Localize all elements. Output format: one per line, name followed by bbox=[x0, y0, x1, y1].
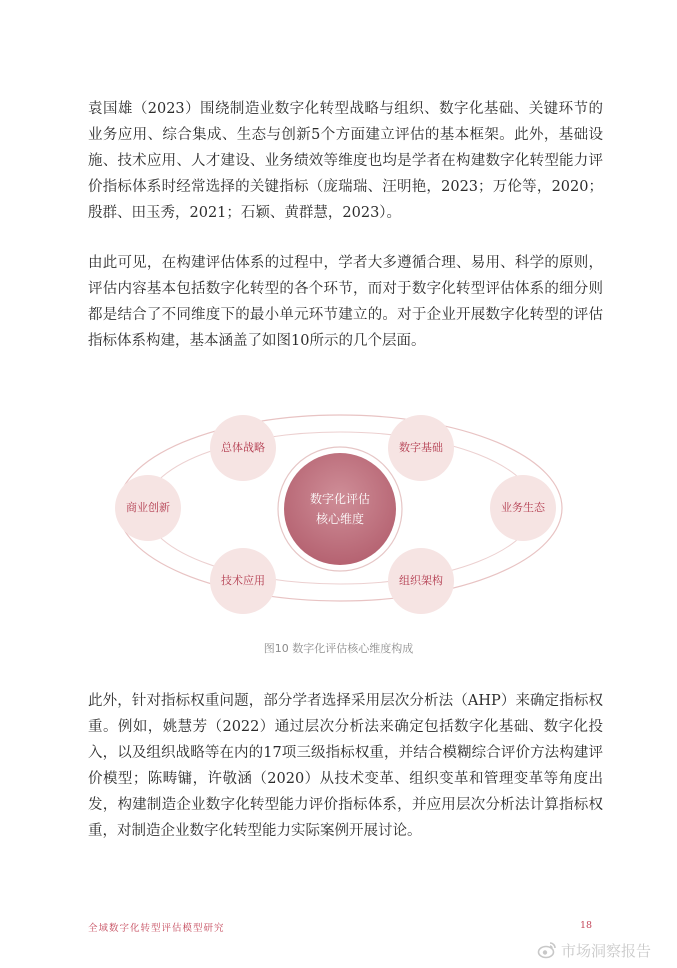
body-paragraph-2: 由此可见，在构建评估体系的过程中，学者大多遵循合理、易用、科学的原则，评估内容基本包括数字化转型的各个环节，而对于数字化转型评估体系的细分则都是结合了不同维度下的最小单元环节建立的。对于企业开展数字化转型的评估指标体系构建，基本涵盖了如图10所示的几个层面。 bbox=[88, 255, 603, 349]
weibo-icon bbox=[537, 940, 557, 960]
center-label-line-1: 数字化评估 bbox=[309, 492, 370, 506]
node-digital-foundation-label: 数字基础 bbox=[399, 441, 443, 454]
watermark bbox=[537, 938, 651, 962]
node-business-ecology-label: 业务生态 bbox=[501, 501, 545, 514]
core-dimensions-diagram bbox=[95, 400, 585, 660]
diagram-graphics bbox=[95, 400, 585, 660]
watermark-text: 市场洞察报告 bbox=[561, 941, 652, 960]
node-strategy-label: 总体战略 bbox=[221, 441, 265, 454]
node-technology-label: 技术应用 bbox=[221, 574, 265, 587]
figure-caption: 图10 数字化评估核心维度构成 bbox=[263, 642, 414, 655]
node-innovation-label: 商业创新 bbox=[126, 501, 170, 514]
body-paragraph-1: 袁国雄（2023）围绕制造业数字化转型战略与组织、数字化基础、关键环节的业务应用、综合集成、生态与创新5个方面建立评估的基本框架。此外，基础设施、技术应用、人才建设、业务绩效等维度也均是学者在构建数字化转型能力评价指标体系时经常选择的关键指标（庞瑞瑞、汪明艳，2023；万伦等，2020；殷群、田玉秀，2021；石颖、黄群慧，2023）。 bbox=[88, 101, 603, 221]
center-label-line-2: 核心维度 bbox=[315, 512, 364, 526]
footer-title: 全域数字化转型评估模型研究 bbox=[88, 923, 225, 934]
node-organization-label: 组织架构 bbox=[399, 574, 443, 587]
center-label bbox=[288, 489, 392, 529]
body-paragraph-3: 此外，针对指标权重问题，部分学者选择采用层次分析法（AHP）来确定指标权重。例如，姚慧芳（2022）通过层次分析法来确定包括数字化基础、数字化投入，以及组织战略等在内的17项三级指标权重，并结合模糊综合评价方法构建评价模型；陈畴镛，许敬涵（2020）从技术变革、组织变革和管理变革等角度出发，构建制造企业数字化转型能力评价指标体系，并应用层次分析法计算指标权重，对制造企业数字化转型能力实际案例开展讨论。 bbox=[88, 693, 603, 839]
page-number: 18 bbox=[580, 920, 593, 931]
